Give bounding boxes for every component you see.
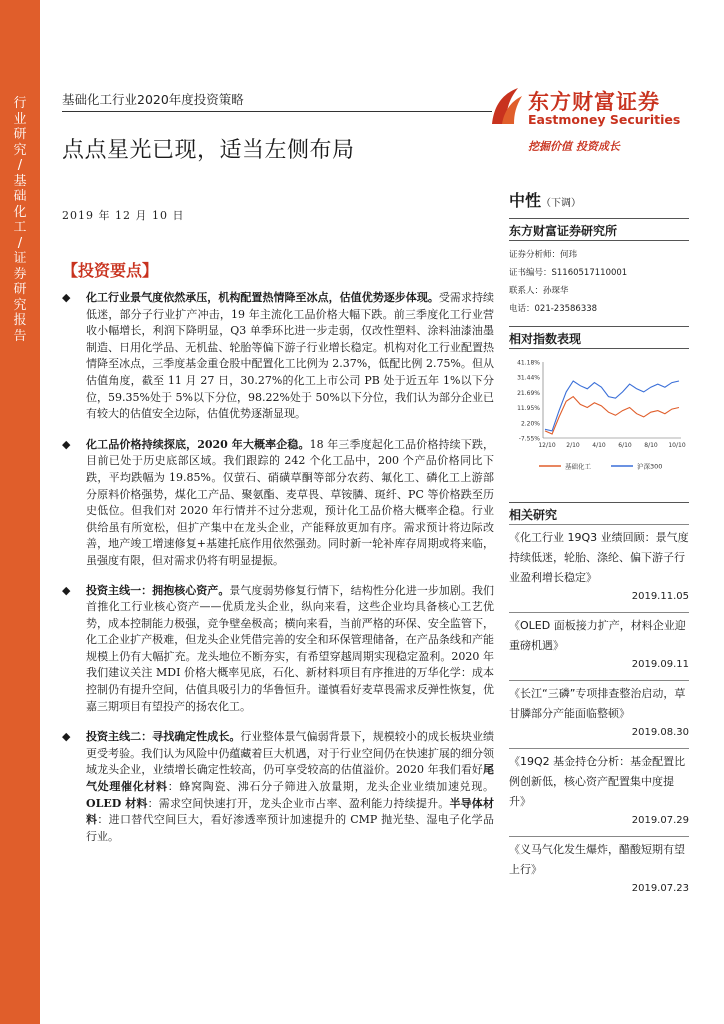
key-point-body: 18 年三季度起化工品价格持续下跌，目前已处于历史底部区域。我们跟踪的 242 个化工品中，200 个产品价格同比下跌，平均跌幅为 19.85%。仅萤石、硝磺草酮等部分农药、氟化工、磷化工上游部分原料价格强势，煤化工产品、聚氨酯、麦草畏、草铵膦、斑纤、PC 等价格跌至历史低位。但我们对 2020 年行情并不过分悲观，预计化工品价格大概率企稳。行业供给虽有所宽松，但扩产集中在龙头企业，产能释放更加有序。需求预计将边际改善，地产竣工增速修复+基建托底作用依然强劲。同时新一轮补库存周期或将来临，虽强度有限，但对需求仍将有明显提振。: [86, 437, 494, 567]
side-banner-char: 行: [13, 96, 27, 111]
related-item-title[interactable]: 《义马气化发生爆炸，醋酸短期有望上行》: [509, 843, 685, 876]
legend-label: 沪深300: [637, 462, 663, 471]
brand-emblem-icon: [488, 84, 524, 128]
related-item[interactable]: [509, 612, 689, 656]
related-item-date: 2019.11.05: [631, 591, 689, 602]
rating-rule: [509, 218, 689, 219]
y-tick-label: 21.69%: [517, 389, 540, 397]
related-item[interactable]: [509, 748, 689, 812]
series-line-index: [545, 381, 679, 431]
y-tick-label: 31.44%: [517, 374, 540, 382]
x-tick-label: 10/10: [668, 442, 686, 449]
side-banner-char: 研: [13, 127, 27, 142]
related-list: [509, 524, 689, 904]
legend-label: 基础化工: [565, 462, 591, 471]
key-point-lead: 化工行业景气度依然承压，机构配置热情降至冰点，估值优势逐步体现。: [86, 291, 439, 304]
contact-phone: 电话：021-23586338: [509, 304, 598, 314]
report-subtitle: 基础化工行业2020年度投资策略: [62, 92, 244, 107]
key-point: [62, 290, 494, 423]
brand-logo: [488, 82, 688, 132]
rating-value: 中性: [509, 191, 542, 210]
side-banner-char: 研: [13, 282, 27, 297]
key-point-lead: 半导体材料: [86, 796, 494, 827]
related-separator: [509, 680, 689, 681]
series-line-industry: [545, 397, 679, 434]
x-tick-label: 2/10: [566, 442, 580, 449]
y-tick-label: 41.18%: [517, 359, 540, 367]
side-banner-char: 券: [13, 266, 27, 282]
x-tick-label: 8/10: [644, 442, 658, 449]
key-point: [62, 437, 494, 570]
institute-rule: [509, 240, 689, 241]
side-banner-char: 础: [13, 189, 27, 204]
key-point-body: 行业整体景气偏弱背景下，规模较小的成长板块业绩更受考验。我们认为风险中仍蕴藏着巨大机遇，对于行业空间仍在快速扩展的细分领域龙头企业，业绩增长确定性较高，仍可享受较高的估值溢价。2020 年我们看好: [86, 730, 495, 777]
diamond-bullet-icon: ◆: [62, 730, 71, 744]
side-banner-char: 报: [13, 313, 27, 328]
related-separator: [509, 524, 689, 525]
side-banner-char: 证: [13, 251, 27, 266]
y-tick-label: -7.55%: [518, 435, 540, 443]
relative-performance-chart: [509, 356, 689, 478]
diamond-bullet-icon: ◆: [62, 583, 71, 597]
performance-title: 相对指数表现: [509, 332, 582, 346]
side-banner-char: 业: [13, 111, 27, 127]
brand-name-cn: 东方财富证券: [528, 90, 660, 114]
contact-name: 联系人：孙琛华: [509, 286, 569, 296]
related-separator: [509, 748, 689, 749]
related-rule-top: [509, 502, 689, 503]
page-title: 点点星光已现，适当左侧布局: [62, 138, 355, 163]
side-banner-char: 究: [13, 297, 27, 313]
x-tick-label: 6/10: [618, 442, 632, 449]
key-point-lead: OLED 材料: [86, 796, 148, 810]
analyst-name: 证券分析师：何玮: [509, 250, 578, 260]
related-item-date: 2019.08.30: [631, 727, 689, 738]
related-item[interactable]: [509, 524, 689, 588]
brand-slogan: 挖掘价值 投资成长: [528, 140, 620, 153]
related-item-title[interactable]: 《19Q2 基金持仓分析：基金配置比例创新低，核心资产配置集中度提升》: [509, 755, 686, 808]
header-rule: [62, 111, 492, 112]
perf-rule-top: [509, 326, 689, 327]
side-banner-char: /: [17, 235, 23, 251]
key-points: [62, 290, 494, 845]
related-item-date: 2019.07.23: [631, 883, 689, 894]
side-banner-char: 告: [13, 328, 27, 344]
institute-name: 东方财富证券研究所: [509, 224, 618, 238]
key-point-body: ：蜂窝陶瓷、沸石分子筛进入放量期，龙头企业业绩加速兑现。: [167, 780, 495, 794]
perf-rule: [509, 348, 689, 349]
diamond-bullet-icon: ◆: [62, 291, 71, 304]
related-item-title[interactable]: 《OLED 面板接力扩产，材料企业迎重磅机遇》: [509, 619, 686, 652]
report-date: 2019 年 12 月 10 日: [62, 209, 185, 222]
related-item-date: 2019.07.29: [631, 815, 689, 826]
diamond-bullet-icon: ◆: [62, 437, 71, 451]
key-point-lead: 化工品价格持续探底，2020 年大概率企稳。: [86, 437, 310, 451]
side-banner-text: [8, 96, 32, 344]
related-item[interactable]: [509, 680, 689, 724]
x-tick-label: 4/10: [592, 442, 606, 449]
brand-name-en: Eastmoney Securities: [528, 112, 681, 127]
related-item[interactable]: [509, 836, 689, 880]
rating: [509, 188, 689, 211]
related-separator: [509, 836, 689, 837]
side-banner-char: 工: [13, 220, 27, 235]
related-separator: [509, 612, 689, 613]
side-banner-char: 基: [13, 173, 27, 189]
related-item-date: 2019.09.11: [631, 659, 689, 670]
key-point-body: 景气度弱势修复行情下，结构性分化进一步加剧。我们首推化工行业核心资产——优质龙头企业，纵向来看，这些企业均具备核心工艺优势，成本控制能力极强，竞争壁垒极高；横向来看，当前严格的环保、安全监管下，化工企业扩产极难，但龙头企业凭借完善的安全和环保管理储备，在产品条线和产能规模上仍有大幅扩充。龙头地位不断夯实，有希望穿越周期实现稳定盈利。2020 年我们建议关注 MDI 价格大概率见底，石化、新材料项目有序推进的万华化学：成本控制仍有提升空间，估值具吸引力的华鲁恒升。谨慎看好麦草畏需求反弹性恢复，优嘉三期项目有望投产的扬农化工。: [86, 583, 495, 713]
y-tick-label: 11.95%: [517, 405, 540, 413]
key-point-lead: 投资主线二：寻找确定性成长。: [86, 730, 241, 744]
analyst-cert: 证书编号：S1160517110001: [509, 268, 628, 278]
y-tick-label: 2.20%: [520, 420, 540, 428]
side-banner-char: 化: [13, 204, 27, 220]
side-banner-char: /: [17, 158, 23, 173]
analyst-info: [509, 246, 689, 318]
key-point: [62, 729, 494, 845]
related-item-title[interactable]: 《长江“三磷”专项排查整治启动，草甘膦部分产能面临整顿》: [509, 687, 686, 720]
key-point-lead: 投资主线一：拥抱核心资产。: [86, 583, 230, 597]
key-point-body: ：需求空间快速打开，龙头企业市占率、盈利能力持续提升。: [147, 796, 450, 810]
key-point-lead: 尾气处理催化材料: [86, 763, 494, 794]
key-point: [62, 583, 494, 716]
section-heading: 【投资要点】: [62, 261, 159, 280]
key-point-body: 受需求持续低迷，部分子行业扩产冲击，19 年主流化工品价格大幅下跌。前三季度化工行业营收小幅增长，利润下降明显，Q3 单季环比进一步走弱，仅改性塑料、涂料油漆油墨制造、日用化学品、无机盐、轮胎等偏下游子行业增长稳定。机构对化工行业配置热情降至冰点，三季度基金重仓股中配置化工比例为 2.37%，低配比例 2.75%。但从估值角度，截至 11 月 27 日，30.27%的化工上市公司 PB 处于近五年 1%以下分位，59.35%处于 5%以下分位，98.22%处于 50%以下分位，我们认为部分企业已有较大的估值安全边际，估值优势逐渐显现。: [86, 291, 495, 421]
related-title: 相关研究: [509, 508, 558, 522]
x-tick-label: 12/10: [538, 442, 556, 449]
rating-note: （下调）: [541, 198, 582, 209]
side-banner-char: 究: [13, 142, 27, 158]
key-point-body: ：进口替代空间巨大，看好渗透率预计加速提升的 CMP 抛光垫、湿电子化学品行业。: [86, 813, 495, 843]
related-item-title[interactable]: 《化工行业 19Q3 业绩回顾：景气度持续低迷，轮胎、涤纶、偏下游子行业盈利增长稳定》: [509, 531, 689, 584]
